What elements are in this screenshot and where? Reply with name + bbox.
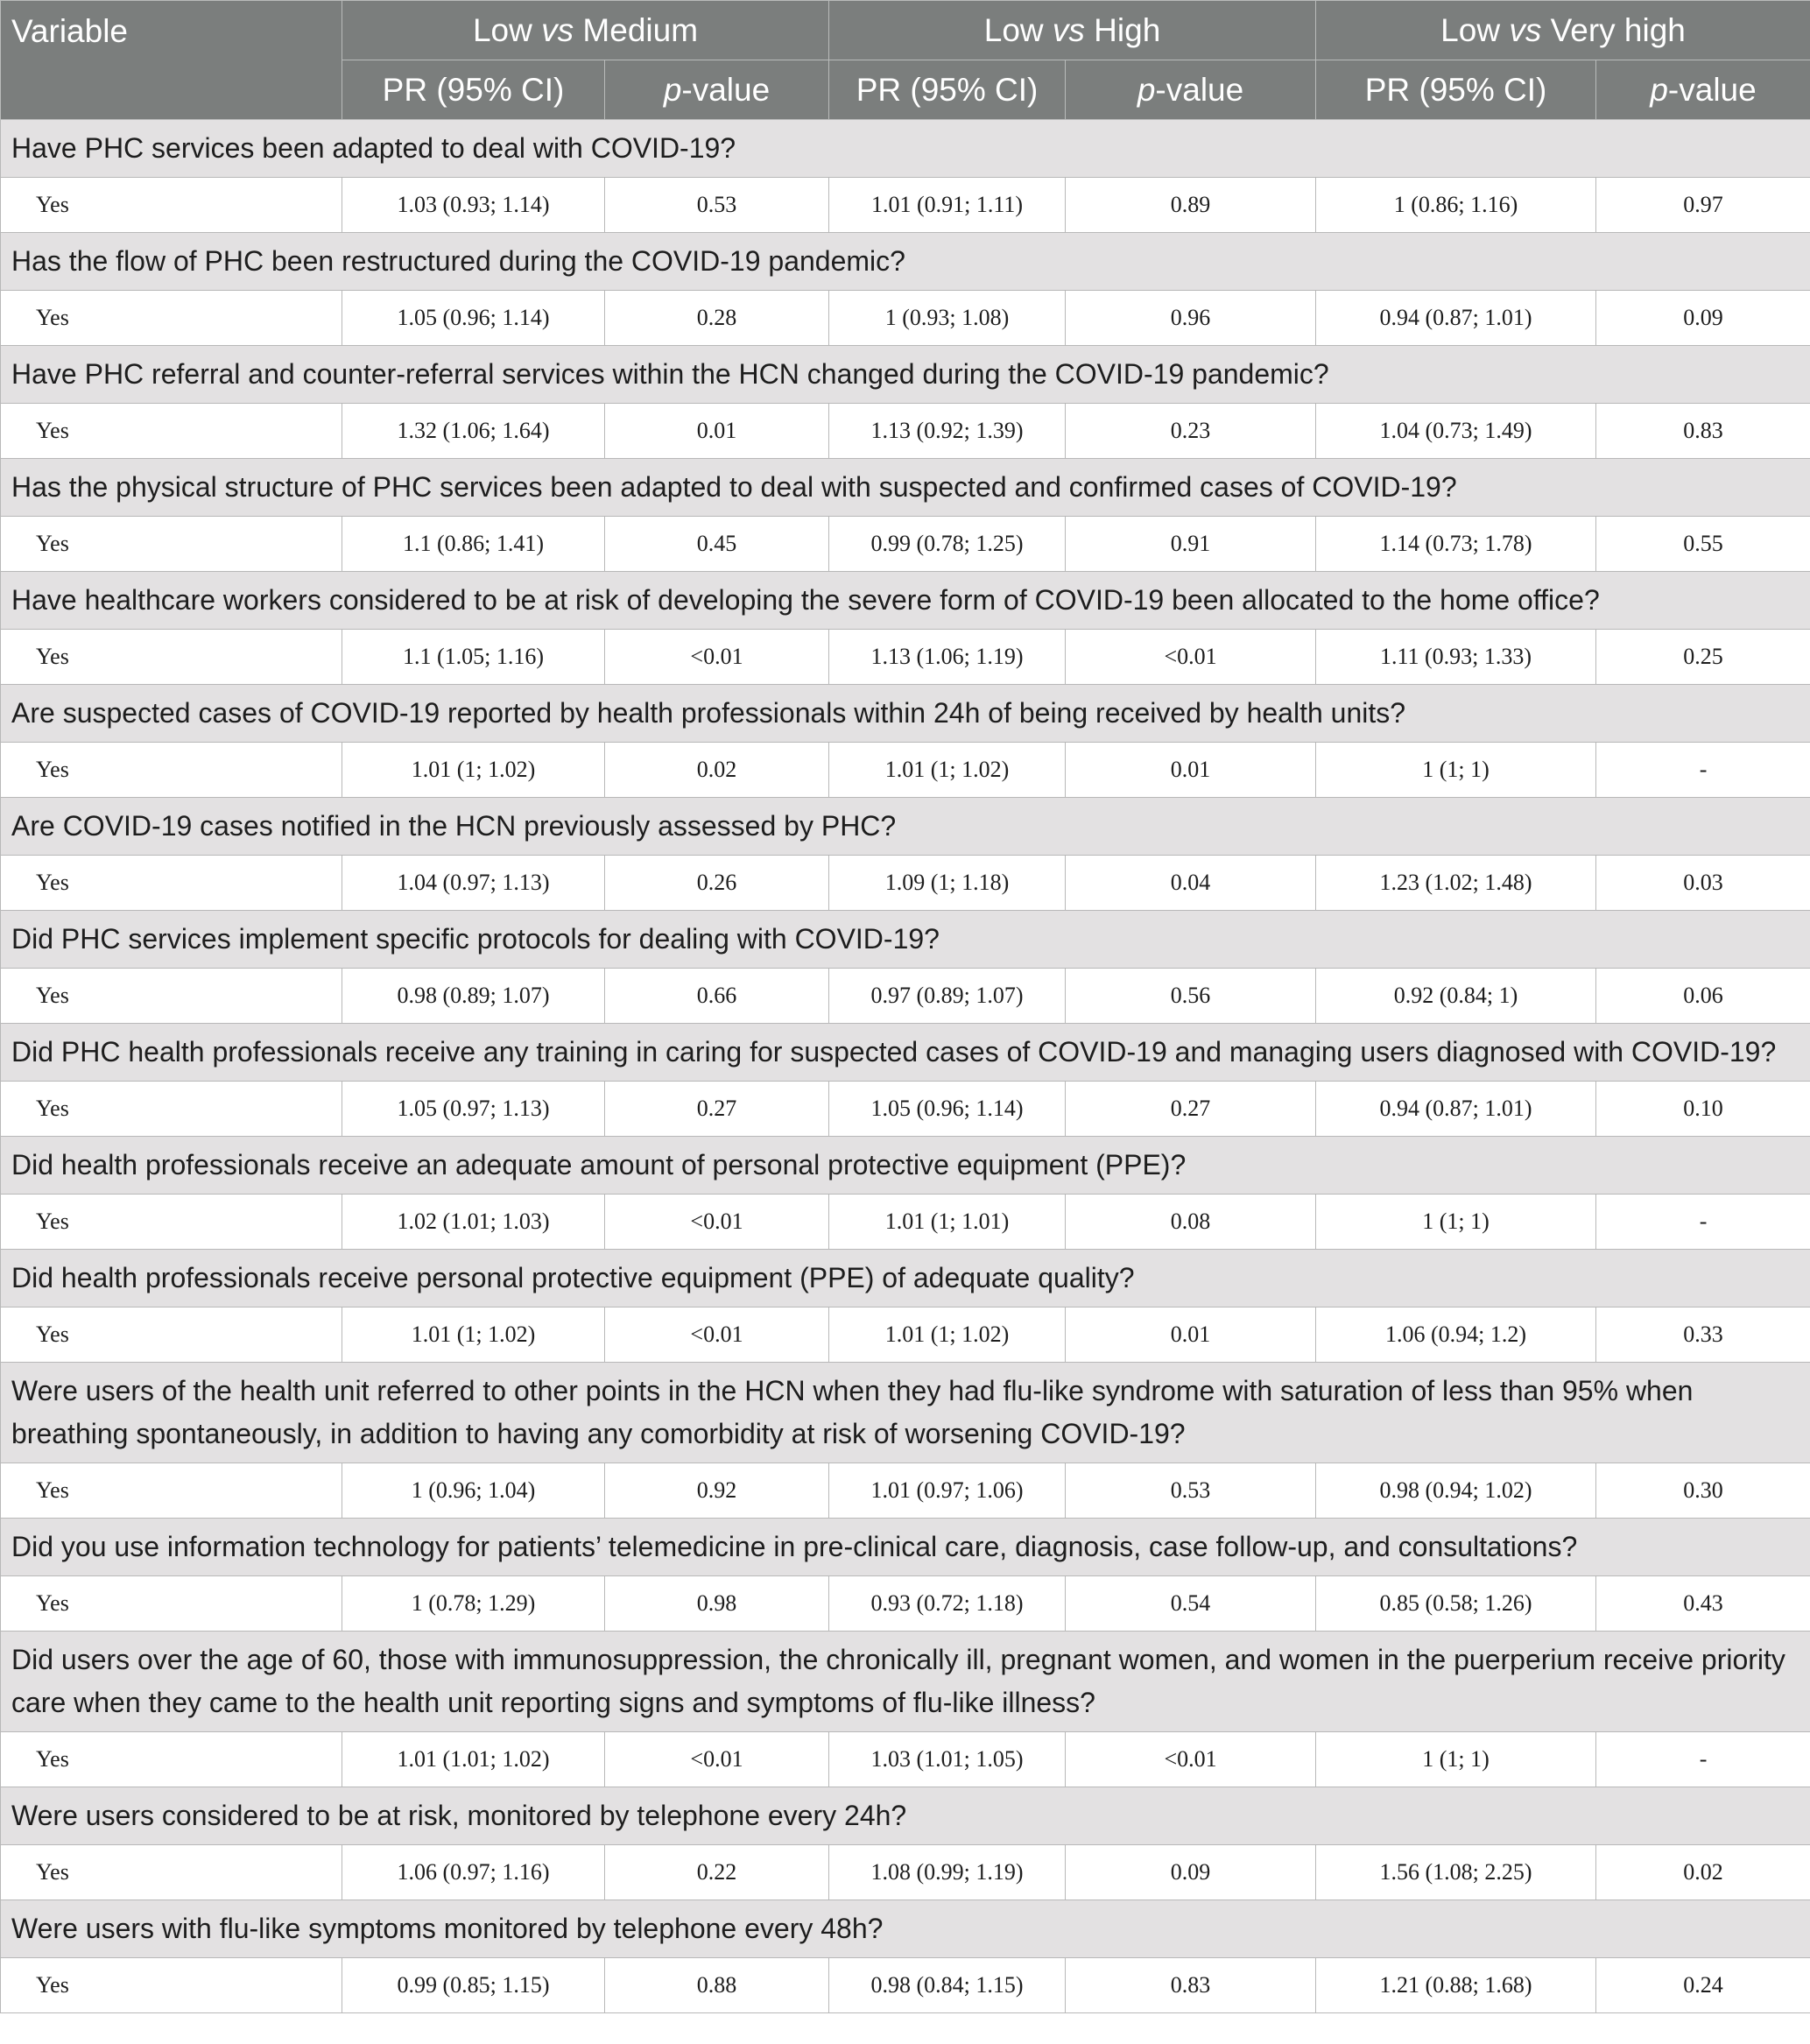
answer-label: Yes [1, 517, 342, 572]
question-row [1, 572, 1810, 630]
p-very-high: 0.24 [1596, 1958, 1810, 2013]
question-row [1, 459, 1810, 517]
question-row [1, 1137, 1810, 1195]
answer-row [1, 856, 1810, 911]
answer-row [1, 404, 1810, 459]
header-pr: PR (95% CI) [1316, 60, 1596, 120]
p-high: 0.83 [1066, 1958, 1316, 2013]
p-medium: <0.01 [605, 630, 829, 685]
p-very-high: 0.33 [1596, 1307, 1810, 1363]
header-p-value [1596, 60, 1810, 120]
answer-label: Yes [1, 1307, 342, 1363]
p-medium: 0.01 [605, 404, 829, 459]
header-p: p [1137, 71, 1156, 108]
pr-very-high: 1.11 (0.93; 1.33) [1316, 630, 1596, 685]
p-high: 0.53 [1066, 1463, 1316, 1519]
answer-label: Yes [1, 404, 342, 459]
header-p: p [663, 71, 682, 108]
pr-very-high: 1 (1; 1) [1316, 1732, 1596, 1787]
p-very-high: 0.10 [1596, 1082, 1810, 1137]
pr-very-high: 1.14 (0.73; 1.78) [1316, 517, 1596, 572]
pr-medium: 1.06 (0.97; 1.16) [342, 1845, 605, 1900]
question-text: Did health professionals receive an adequate amount of personal protective equipment (PPE)? [1, 1137, 1810, 1195]
pr-medium: 1.1 (1.05; 1.16) [342, 630, 605, 685]
p-medium: 0.88 [605, 1958, 829, 2013]
question-row [1, 1519, 1810, 1576]
p-medium: 0.28 [605, 291, 829, 346]
header-group-suffix: Very high [1541, 11, 1686, 48]
pr-medium: 1.01 (1; 1.02) [342, 743, 605, 798]
p-very-high: 0.43 [1596, 1576, 1810, 1632]
answer-row [1, 969, 1810, 1024]
question-text: Did users over the age of 60, those with immunosuppression, the chronically ill, pregnant women, and women in the puerperium receive priority care when they came to the health unit reporting signs and symptoms of flu-like illness? [1, 1632, 1810, 1732]
question-row [1, 911, 1810, 969]
pr-medium: 0.99 (0.85; 1.15) [342, 1958, 605, 2013]
question-row [1, 1900, 1810, 1958]
answer-row [1, 291, 1810, 346]
question-row [1, 685, 1810, 743]
p-high: <0.01 [1066, 1732, 1316, 1787]
question-text: Were users with flu-like symptoms monitored by telephone every 48h? [1, 1900, 1810, 1958]
answer-label: Yes [1, 291, 342, 346]
pr-very-high: 0.94 (0.87; 1.01) [1316, 1082, 1596, 1137]
pr-high: 1.05 (0.96; 1.14) [829, 1082, 1066, 1137]
question-text: Did PHC health professionals receive any training in caring for suspected cases of COVID-19 and managing users diagnosed with COVID-19? [1, 1024, 1810, 1082]
p-very-high: 0.83 [1596, 404, 1810, 459]
p-medium: 0.27 [605, 1082, 829, 1137]
pr-very-high: 0.85 (0.58; 1.26) [1316, 1576, 1596, 1632]
header-p: p [1650, 71, 1668, 108]
p-high: 0.54 [1066, 1576, 1316, 1632]
p-high: 0.09 [1066, 1845, 1316, 1900]
pr-medium: 0.98 (0.89; 1.07) [342, 969, 605, 1024]
header-group-prefix: Low [472, 11, 542, 48]
p-very-high: 0.25 [1596, 630, 1810, 685]
question-row [1, 1363, 1810, 1463]
p-high: 0.04 [1066, 856, 1316, 911]
header-group-suffix: High [1084, 11, 1161, 48]
header-p-value [605, 60, 829, 120]
pr-medium: 1.03 (0.93; 1.14) [342, 178, 605, 233]
pr-high: 1.13 (0.92; 1.39) [829, 404, 1066, 459]
pr-very-high: 1.04 (0.73; 1.49) [1316, 404, 1596, 459]
question-row [1, 346, 1810, 404]
question-text: Has the physical structure of PHC services been adapted to deal with suspected and confirmed cases of COVID-19? [1, 459, 1810, 517]
p-high: 0.91 [1066, 517, 1316, 572]
pr-very-high: 1.56 (1.08; 2.25) [1316, 1845, 1596, 1900]
pr-high: 1.09 (1; 1.18) [829, 856, 1066, 911]
table-header [1, 1, 1810, 120]
answer-label: Yes [1, 969, 342, 1024]
question-text: Did health professionals receive personal protective equipment (PPE) of adequate quality? [1, 1250, 1810, 1307]
pr-medium: 1.05 (0.97; 1.13) [342, 1082, 605, 1137]
pr-medium: 1.32 (1.06; 1.64) [342, 404, 605, 459]
p-medium: 0.26 [605, 856, 829, 911]
header-group-prefix: Low [983, 11, 1053, 48]
pr-medium: 1.01 (1.01; 1.02) [342, 1732, 605, 1787]
pr-medium: 1 (0.78; 1.29) [342, 1576, 605, 1632]
p-very-high: 0.03 [1596, 856, 1810, 911]
p-very-high: - [1596, 743, 1810, 798]
header-p-suffix: -value [1155, 71, 1244, 108]
header-p-suffix: -value [1667, 71, 1757, 108]
answer-row [1, 517, 1810, 572]
p-medium: 0.98 [605, 1576, 829, 1632]
question-text: Were users of the health unit referred to other points in the HCN when they had flu-like syndrome with saturation of less than 95% when breathing spontaneously, in addition to having any comorbidity at risk of worsening COVID-19? [1, 1363, 1810, 1463]
answer-label: Yes [1, 856, 342, 911]
pr-high: 0.97 (0.89; 1.07) [829, 969, 1066, 1024]
p-medium: 0.45 [605, 517, 829, 572]
header-group-suffix: Medium [574, 11, 699, 48]
table-body [1, 120, 1810, 2013]
question-text: Did PHC services implement specific protocols for dealing with COVID-19? [1, 911, 1810, 969]
question-row [1, 120, 1810, 178]
header-group-low-vs-high [829, 1, 1316, 60]
question-text: Are COVID-19 cases notified in the HCN previously assessed by PHC? [1, 798, 1810, 856]
question-text: Have PHC referral and counter-referral services within the HCN changed during the COVID-19 pandemic? [1, 346, 1810, 404]
header-pr: PR (95% CI) [829, 60, 1066, 120]
p-medium: <0.01 [605, 1195, 829, 1250]
answer-label: Yes [1, 1845, 342, 1900]
header-group-vs: vs [1052, 11, 1085, 48]
pr-high: 0.98 (0.84; 1.15) [829, 1958, 1066, 2013]
pr-high: 1.01 (1; 1.01) [829, 1195, 1066, 1250]
p-high: 0.89 [1066, 178, 1316, 233]
header-pr: PR (95% CI) [342, 60, 605, 120]
pr-very-high: 1.21 (0.88; 1.68) [1316, 1958, 1596, 2013]
pr-medium: 1.04 (0.97; 1.13) [342, 856, 605, 911]
pr-high: 1.08 (0.99; 1.19) [829, 1845, 1066, 1900]
header-p-value [1066, 60, 1316, 120]
p-very-high: 0.09 [1596, 291, 1810, 346]
answer-label: Yes [1, 1463, 342, 1519]
question-text: Has the flow of PHC been restructured during the COVID-19 pandemic? [1, 233, 1810, 291]
answer-row [1, 1845, 1810, 1900]
answer-label: Yes [1, 630, 342, 685]
question-text: Have healthcare workers considered to be at risk of developing the severe form of COVID-19 been allocated to the home office? [1, 572, 1810, 630]
answer-label: Yes [1, 1732, 342, 1787]
header-variable: Variable [1, 1, 342, 120]
p-very-high: - [1596, 1195, 1810, 1250]
pr-medium: 1.05 (0.96; 1.14) [342, 291, 605, 346]
answer-row [1, 630, 1810, 685]
pr-high: 1.01 (0.97; 1.06) [829, 1463, 1066, 1519]
pr-very-high: 0.94 (0.87; 1.01) [1316, 291, 1596, 346]
answer-row [1, 1732, 1810, 1787]
question-row [1, 233, 1810, 291]
answer-row [1, 1958, 1810, 2013]
question-row [1, 1632, 1810, 1732]
question-row [1, 798, 1810, 856]
p-high: 0.01 [1066, 743, 1316, 798]
question-text: Have PHC services been adapted to deal with COVID-19? [1, 120, 1810, 178]
p-high: 0.96 [1066, 291, 1316, 346]
question-row [1, 1024, 1810, 1082]
header-p-suffix: -value [681, 71, 771, 108]
pr-very-high: 1.06 (0.94; 1.2) [1316, 1307, 1596, 1363]
p-high: 0.08 [1066, 1195, 1316, 1250]
p-high: 0.23 [1066, 404, 1316, 459]
answer-row [1, 178, 1810, 233]
question-text: Were users considered to be at risk, monitored by telephone every 24h? [1, 1787, 1810, 1845]
question-text: Are suspected cases of COVID-19 reported by health professionals within 24h of being received by health units? [1, 685, 1810, 743]
header-group-vs: vs [1509, 11, 1542, 48]
pr-medium: 1.01 (1; 1.02) [342, 1307, 605, 1363]
pr-high: 1.13 (1.06; 1.19) [829, 630, 1066, 685]
answer-row [1, 1082, 1810, 1137]
answer-row [1, 1307, 1810, 1363]
header-row-groups [1, 1, 1810, 60]
answer-row [1, 1576, 1810, 1632]
pr-medium: 1.02 (1.01; 1.03) [342, 1195, 605, 1250]
pr-high: 0.93 (0.72; 1.18) [829, 1576, 1066, 1632]
answer-label: Yes [1, 1195, 342, 1250]
pr-high: 1.03 (1.01; 1.05) [829, 1732, 1066, 1787]
p-high: 0.01 [1066, 1307, 1316, 1363]
pr-very-high: 0.98 (0.94; 1.02) [1316, 1463, 1596, 1519]
pr-medium: 1.1 (0.86; 1.41) [342, 517, 605, 572]
pr-high: 1.01 (1; 1.02) [829, 1307, 1066, 1363]
p-high: <0.01 [1066, 630, 1316, 685]
p-high: 0.56 [1066, 969, 1316, 1024]
pr-high: 1.01 (0.91; 1.11) [829, 178, 1066, 233]
pr-high: 1.01 (1; 1.02) [829, 743, 1066, 798]
answer-row [1, 1195, 1810, 1250]
answer-label: Yes [1, 743, 342, 798]
pr-medium: 1 (0.96; 1.04) [342, 1463, 605, 1519]
p-medium: 0.92 [605, 1463, 829, 1519]
p-very-high: 0.55 [1596, 517, 1810, 572]
answer-label: Yes [1, 1958, 342, 2013]
p-medium: 0.02 [605, 743, 829, 798]
p-medium: <0.01 [605, 1732, 829, 1787]
question-row [1, 1787, 1810, 1845]
question-row [1, 1250, 1810, 1307]
answer-row [1, 1463, 1810, 1519]
p-high: 0.27 [1066, 1082, 1316, 1137]
question-text: Did you use information technology for patients’ telemedicine in pre-clinical care, diagnosis, case follow-up, and consultations? [1, 1519, 1810, 1576]
answer-label: Yes [1, 178, 342, 233]
pr-high: 0.99 (0.78; 1.25) [829, 517, 1066, 572]
p-medium: 0.22 [605, 1845, 829, 1900]
p-very-high: 0.97 [1596, 178, 1810, 233]
pr-high: 1 (0.93; 1.08) [829, 291, 1066, 346]
p-very-high: 0.02 [1596, 1845, 1810, 1900]
p-medium: <0.01 [605, 1307, 829, 1363]
answer-row [1, 743, 1810, 798]
p-medium: 0.53 [605, 178, 829, 233]
answer-label: Yes [1, 1576, 342, 1632]
p-very-high: - [1596, 1732, 1810, 1787]
pr-very-high: 1 (1; 1) [1316, 743, 1596, 798]
header-group-vs: vs [541, 11, 574, 48]
header-group-low-vs-medium [342, 1, 829, 60]
header-group-low-vs-very-high [1316, 1, 1810, 60]
header-group-prefix: Low [1440, 11, 1510, 48]
p-very-high: 0.06 [1596, 969, 1810, 1024]
p-medium: 0.66 [605, 969, 829, 1024]
pr-very-high: 1 (0.86; 1.16) [1316, 178, 1596, 233]
answer-label: Yes [1, 1082, 342, 1137]
pr-very-high: 0.92 (0.84; 1) [1316, 969, 1596, 1024]
pr-very-high: 1.23 (1.02; 1.48) [1316, 856, 1596, 911]
pr-very-high: 1 (1; 1) [1316, 1195, 1596, 1250]
p-very-high: 0.30 [1596, 1463, 1810, 1519]
